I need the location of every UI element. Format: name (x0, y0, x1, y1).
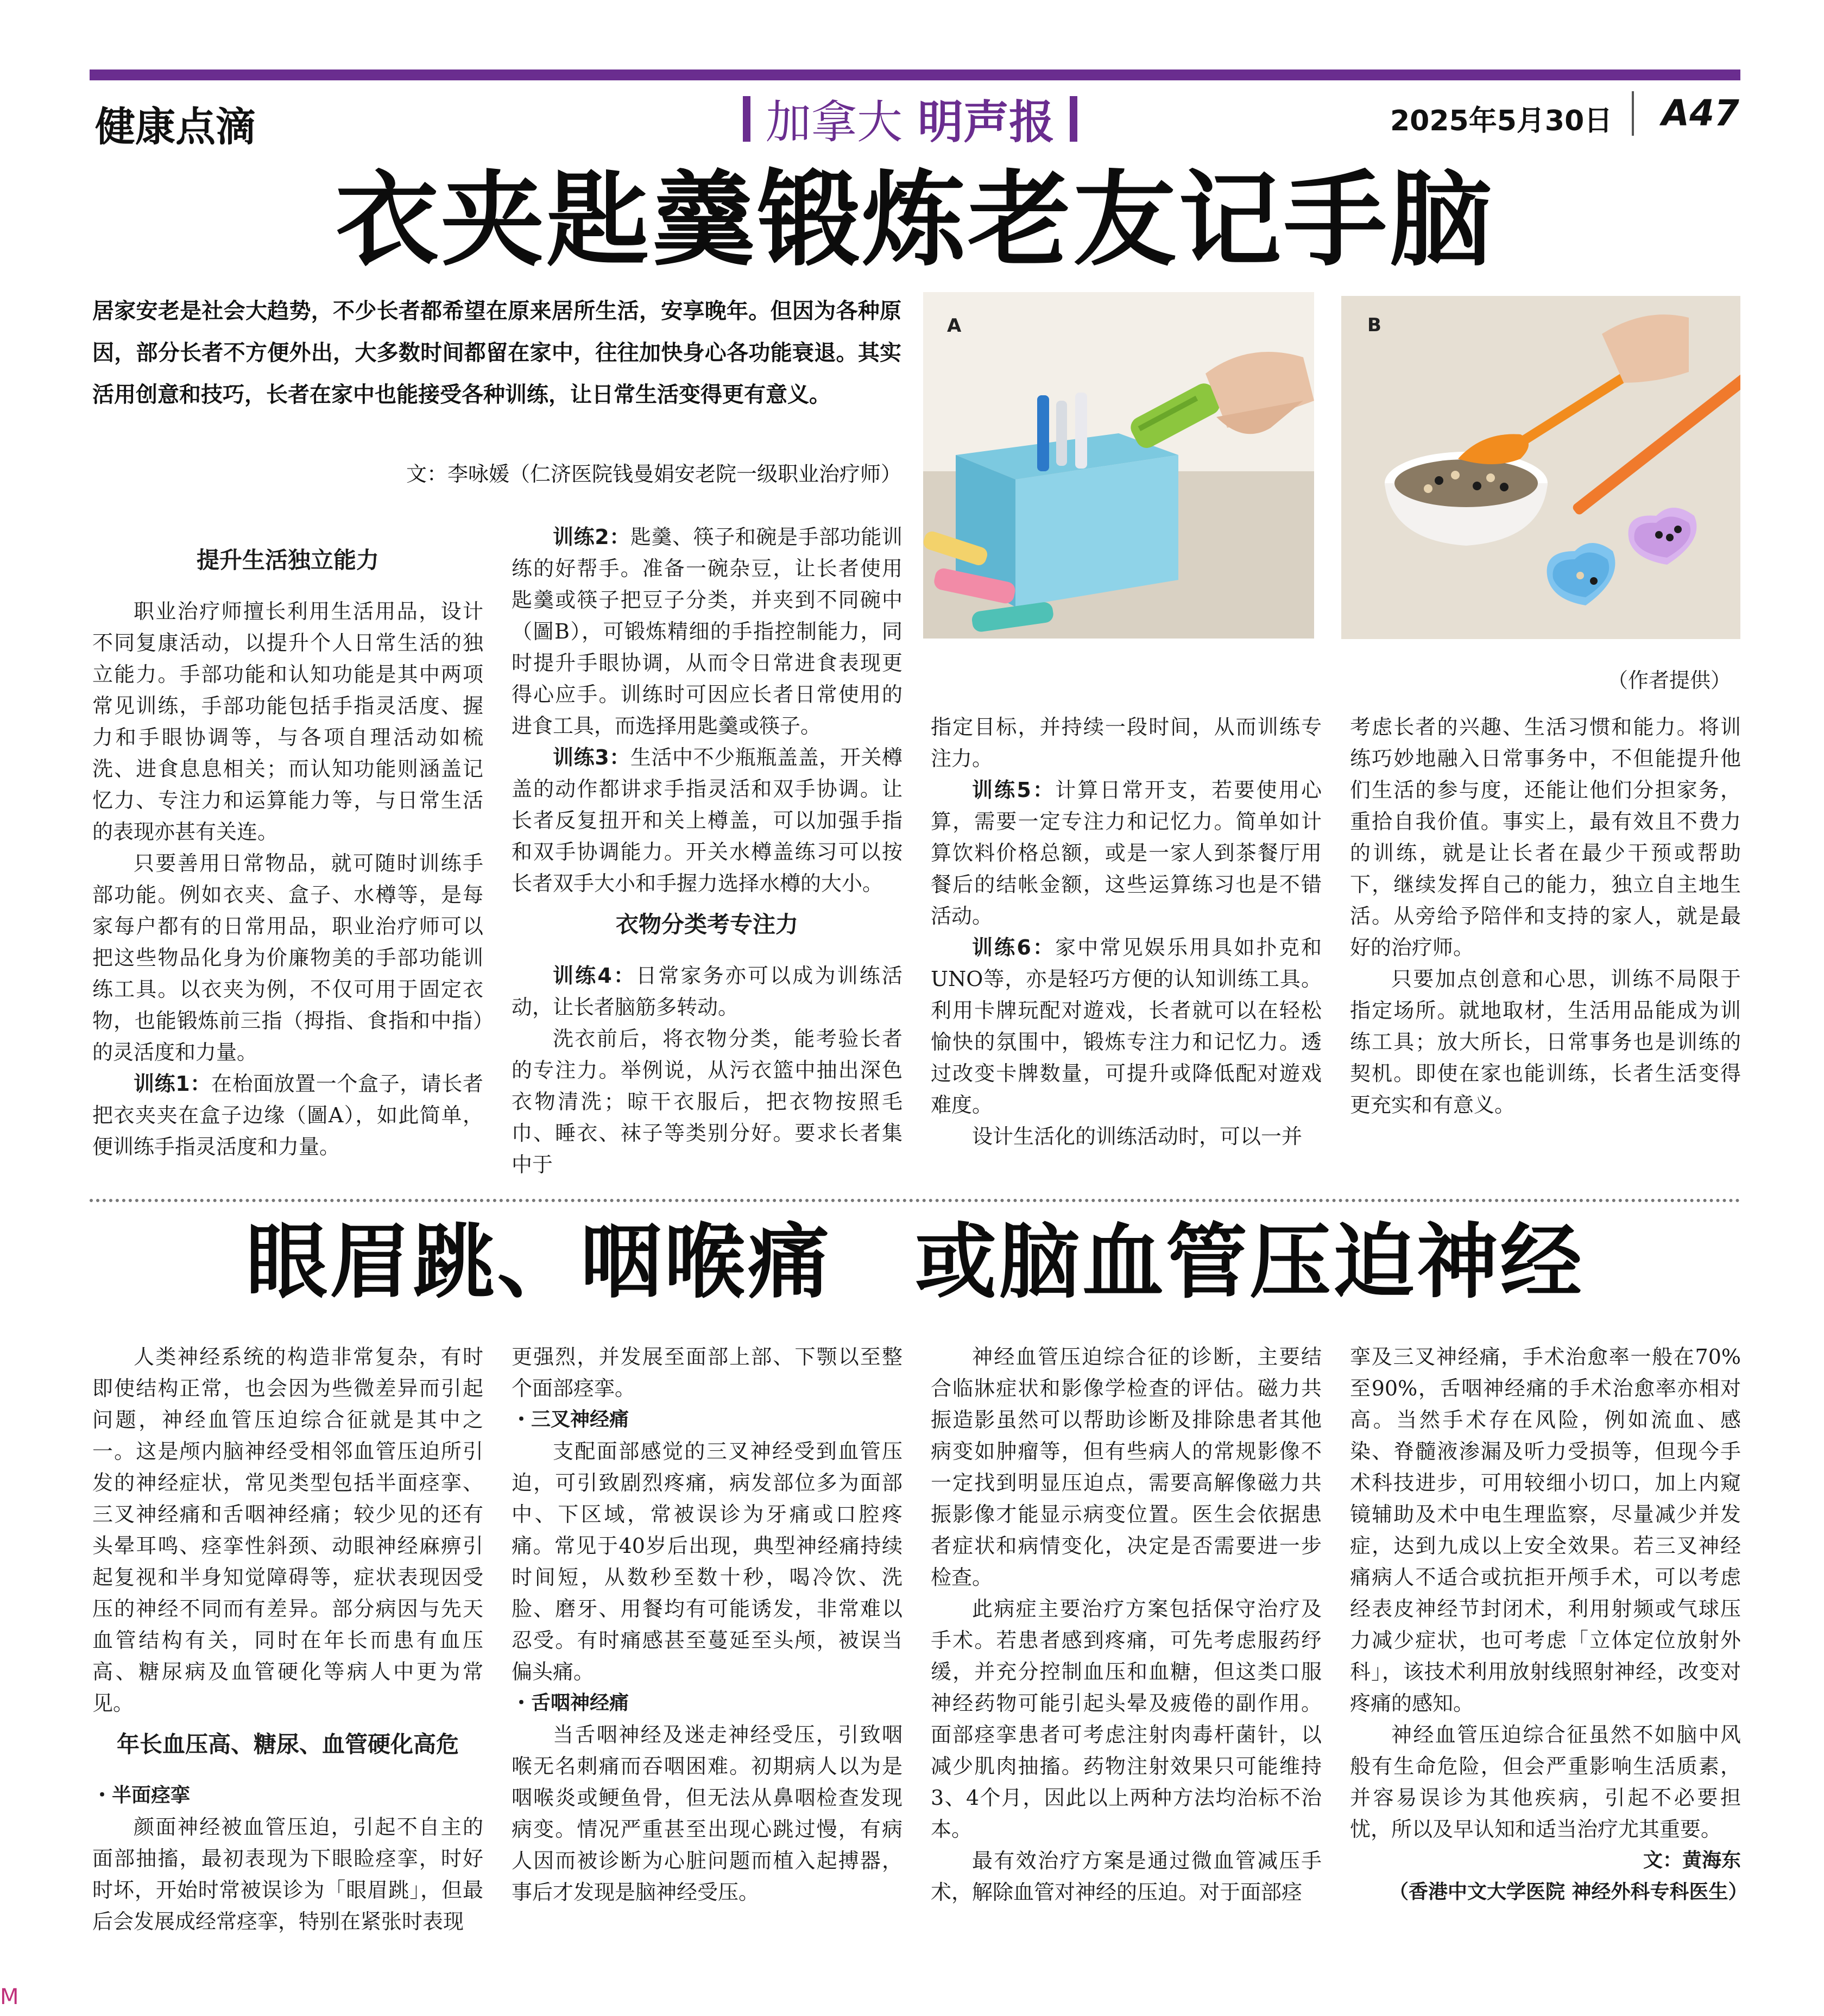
photo-b-beans-sorting (1341, 296, 1740, 639)
training-5-text: 计算日常开支，若要使用心算，需要一定专注力和记忆力。简单如计算饮料价格总额，或是一家人到茶餐厅用餐后的结帐金额，这些运算练习也是不错活动。 (931, 778, 1322, 928)
article1-subhead-1: 提升生活独立能力 (196, 547, 379, 573)
article1-c1-p2: 只要善用日常物品，就可随时训练手部功能。例如衣夹、盒子、水樽等，是每家每户都有的日常用品，职业治疗师可以把这些物品化身为价廉物美的手部功能训练工具。以衣夹为例，不仅可用于固定衣物，也能锻炼前三指（拇指、食指和中指）的灵活度和力量。 (92, 851, 483, 1064)
article1-c3-p3: 设计生活化的训练活动时，可以一并 (972, 1124, 1303, 1148)
article2-column-1 (92, 1341, 483, 1937)
article2-c1-p2: 颜面神经被血管压迫，引起不自主的面部抽搐，最初表现为下眼睑痉挛，时好时坏，开始时常被误诊为「眼眉跳」，但最后会发展成经常痉挛，特别在紧张时表现 (92, 1815, 483, 1933)
article1-c4-p1: 只要加点创意和心思，训练不局限于指定场所。就地取材，生活用品能成为训练工具；放大所长，日常事务也是训练的契机。即使在家也能训练，长者生活变得更充实和有意义。 (1350, 967, 1741, 1117)
article1-column-2 (512, 521, 902, 1180)
article1-c3-p0: 指定目标，并持续一段时间，从而训练专注力。 (931, 715, 1322, 770)
article1-headline: 衣夹匙羹锻炼老友记手脑 (335, 159, 1494, 280)
article2-column-2 (512, 1341, 902, 1908)
article1-c1-p1: 职业治疗师擅长利用生活用品，设计不同复康活动，以提升个人日常生活的独立能力。手部功能和认知功能是其中两项常见训练，手部功能包括手指灵活度、握力和手眼协调等，与各项自理活动如梳洗、进食息息相关；而认知功能则涵盖记忆力、专注力和运算能力等，与日常生活的表现亦甚有关连。 (92, 599, 483, 844)
issue-date: 2025年5月30日 (1390, 105, 1613, 137)
article2-c4-p1: 神经血管压迫综合征虽然不如脑中风般有生命危险，但会严重影响生活质素，并容易误诊为其他疾病，引起不必要担忧，所以及早认知和适当治疗尤其重要。 (1350, 1723, 1741, 1841)
article1-column-1 (92, 535, 483, 1162)
training-2-text: 匙羹、筷子和碗是手部功能训练的好帮手。准备一碗杂豆，让长者使用匙羹或筷子把豆子分类，并夹到不同碗中（圖B），可锻炼精细的手指控制能力，同时提升手眼协调，从而令日常进食表现更得心应手。训练时可因应长者日常使用的进食工具，而选择用匙羹或筷子。 (512, 525, 902, 738)
article2-c3-p1: 神经血管压迫综合征的诊断，主要结合临牀症状和影像学检查的评估。磁力共振造影虽然可以帮助诊断及排除患者其他病变如肿瘤等，但有些病人的常规影像不一定找到明显压迫点，需要高解像磁力共振影像才能显示病变位置。医生会依据患者症状和病情变化，决定是否需要进一步检查。 (931, 1345, 1322, 1589)
article2-c2-p1: 支配面部感觉的三叉神经受到血管压迫，可引致剧烈疼痛，病发部位多为面部中、下区域，常被误诊为牙痛或口腔疼痛。常见于40岁后出现，典型神经痛持续时间短，从数秒至数十秒，喝冷饮、洗脸、磨牙、用餐均有可能诱发，非常难以忍受。有时痛感甚至蔓延至头颅，被误当偏头痛。 (512, 1439, 902, 1684)
masthead-bar-left (743, 96, 750, 142)
article1-c2-p2 (512, 742, 902, 899)
article1-c2-p3 (512, 960, 902, 1023)
article2-column-3 (931, 1341, 1322, 1908)
masthead-name: 明声报 (918, 96, 1055, 149)
training-6-key: 训练6： (972, 936, 1056, 959)
section-title: 健康点滴 (95, 104, 256, 150)
article1-c4-p0: 考虑长者的兴趣、生活习惯和能力。将训练巧妙地融入日常事务中，不但能提升他们生活的参与度，还能让他们分担家务，重拾自我价值。事实上，最有效且不费力的训练，就是让长者在最少干预或帮助下，继续发挥自己的能力，独立自主地生活。从旁给予陪伴和支持的家人，就是最好的治疗师。 (1350, 715, 1741, 959)
article2-c4-p0: 挛及三叉神经痛，手术治愈率一般在70%至90%，舌咽神经痛的手术治愈率亦相对高。当然手术存在风险，例如流血、感染、脊髓液渗漏及听力受损等，但现今手术科技进步，可用较细小切口，加上内窥镜辅助及术中电生理监察，尽量减少并发症，达到九成以上安全效果。若三叉神经痛病人不适合或抗拒开颅手术，可以考虑经表皮神经节封闭术，利用射频或气球压力减少症状，也可考虑「立体定位放射外科」，该技术利用放射线照射神经，改变对疼痛的感知。 (1350, 1345, 1741, 1715)
training-6-text: 家中常见娱乐用具如扑克和UNO等，亦是轻巧方便的认知训练工具。利用卡牌玩配对遊戏，长者就可以在轻松愉快的氛围中，锻炼专注力和记忆力。透过改变卡牌数量，可提升或降低配对遊戏难度。 (931, 936, 1322, 1117)
masthead-prefix: 加拿大 (766, 96, 903, 149)
article2-c3-p2: 此病症主要治疗方案包括保守治疗及手术。若患者感到疼痛，可先考虑服药纾缓，并充分控制血压和血糖，但这类口服神经药物可能引起头晕及疲倦的副作用。面部痉挛患者可考虑注射肉毒杆菌针，以减少肌肉抽搐。药物注射效果只可能维持3、4个月，因此以上两种方法均治标不治本。 (931, 1597, 1322, 1841)
training-1-text: 在枱面放置一个盒子，请长者把衣夹夹在盒子边缘（圖A），如此简单，便训练手指灵活度和力量。 (92, 1072, 483, 1159)
article2-headline: 眼眉跳、咽喉痛 或脑血管压迫神经 (245, 1214, 1584, 1310)
photo-a-clothespins (923, 292, 1314, 639)
article1-c2-p4: 洗衣前后，将衣物分类，能考验长者的专注力。举例说，从污衣篮中抽出深色衣物清洗；晾干衣服后，把衣物按照毛巾、睡衣、袜子等类别分好。要求长者集中于 (512, 1027, 902, 1177)
training-5-key: 训练5： (972, 778, 1056, 802)
article-divider (90, 1199, 1740, 1202)
training-4-text: 日常家务亦可以成为训练活动，让长者脑筋多转动。 (512, 964, 902, 1019)
training-3-text: 生活中不少瓶瓶盖盖，开关樽盖的动作都讲求手指灵活和双手协调。让长者反复扭开和关上樽盖，可以加强手指和双手协调能力。开关水樽盖练习可以按长者双手大小和手握力选择水樽的大小。 (512, 745, 902, 895)
photo-credit: （作者提供） (1607, 668, 1732, 692)
masthead-bar-right (1070, 96, 1077, 142)
photo-b-illustration (1341, 296, 1740, 639)
photo-a-illustration (923, 292, 1314, 639)
article1-lead: 居家安老是社会大趋势，不少长者都希望在原来居所生活，安享晚年。但因为各种原因，部分长者不方便外出，大多数时间都留在家中，往往加快身心各功能衰退。其实活用创意和技巧，长者在家中也能接受各种训练，让日常生活变得更有意义。 (92, 299, 901, 407)
top-accent-bar (90, 69, 1740, 80)
bullet-hemifacial-spasm: ・半面痉挛 (92, 1784, 191, 1806)
article2-subhead: 年长血压高、糖尿、血管硬化高危 (116, 1731, 459, 1758)
article1-c2-p1 (512, 521, 902, 742)
article2-c3-p3: 最有效治疗方案是通过微血管减压手术，解除血管对神经的压迫。对于面部痉 (931, 1849, 1322, 1904)
training-3-key: 训练3： (553, 745, 630, 769)
masthead (743, 86, 1077, 151)
article2-c2-p2: 当舌咽神经及迷走神经受压，引致咽喉无名刺痛而吞咽困难。初期病人以为是咽喉炎或鲠鱼骨，但无法从鼻咽检查发现病变。情况严重甚至出现心跳过慢，有病人因而被诊断为心脏问题而植入起搏器，事后才发现是脑神经受压。 (512, 1723, 902, 1904)
article1-subhead-2: 衣物分类考专注力 (615, 911, 798, 938)
article1-column-3 (931, 711, 1322, 1152)
header-divider (1632, 91, 1634, 136)
article2-author: 文：黄海东 (1643, 1849, 1741, 1872)
corner-mark: M (0, 1985, 19, 2009)
article1-c1-p3 (92, 1068, 483, 1162)
training-2-key: 训练2： (553, 525, 630, 549)
training-4-key: 训练4： (553, 964, 636, 988)
bullet-glossopharyngeal-neuralgia: ・舌咽神经痛 (512, 1692, 629, 1714)
photo-b-label: B (1367, 314, 1381, 336)
article2-c2-p0: 更强烈，并发展至面部上部、下颚以至整个面部痉挛。 (512, 1345, 902, 1400)
bullet-trigeminal-neuralgia: ・三叉神经痛 (512, 1408, 629, 1431)
article2-c1-p1: 人类神经系统的构造非常复杂，有时即使结构正常，也会因为些微差异而引起问题，神经血管压迫综合征就是其中之一。这是颅内脑神经受相邻血管压迫所引发的神经症状，常见类型包括半面痉挛、三叉神经痛和舌咽神经痛；较少见的还有头晕耳鸣、痉挛性斜颈、动眼神经麻痹引起复视和半身知觉障碍等，症状表现因受压的神经不同而有差异。部分病因与先天血管结构有关，同时在年长而患有血压高、糖尿病及血管硬化等病人中更为常见。 (92, 1345, 483, 1715)
photo-a-label: A (947, 315, 962, 337)
training-1-key: 训练1： (134, 1072, 211, 1096)
article1-column-4 (1350, 711, 1741, 1121)
article1-c3-p2 (931, 932, 1322, 1121)
page-number: A47 (1662, 92, 1739, 134)
article2-author-org: （香港中文大学医院 神经外科专科医生） (1389, 1881, 1748, 1903)
article1-byline: 文：李咏媛（仁济医院钱曼娟安老院一级职业治疗师） (406, 462, 901, 486)
article2-column-4 (1350, 1341, 1748, 1908)
article1-c3-p1 (931, 774, 1322, 932)
